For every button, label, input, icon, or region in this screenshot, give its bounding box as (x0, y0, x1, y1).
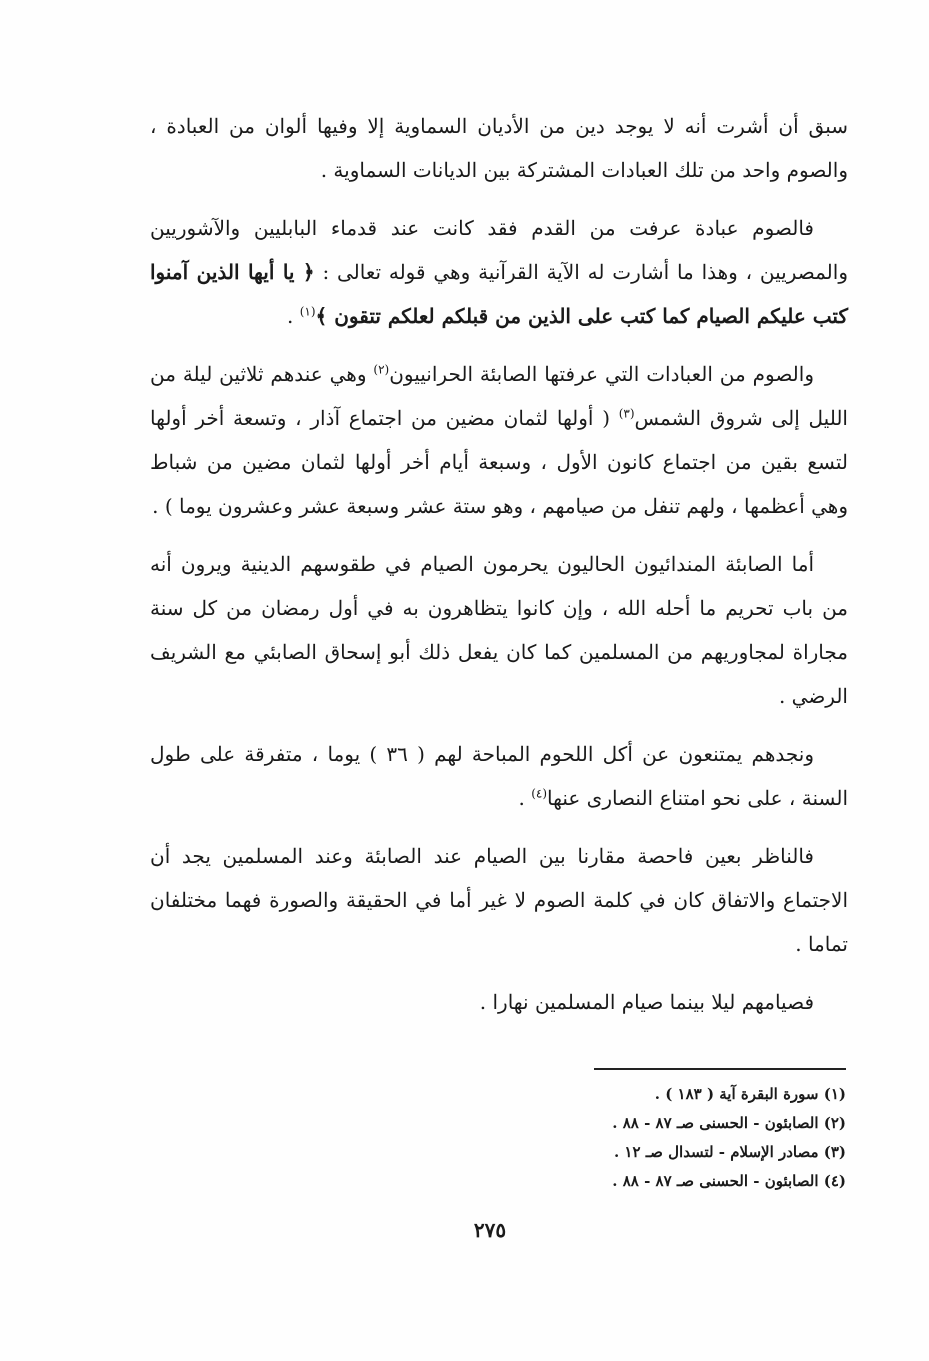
paragraph-1-text: سبق أن أشرت أنه لا يوجد دين من الأديان السماوية إلا وفيها ألوان من العبادة ، والصوم واحد من تلك العبادات المشتركة بين الديانات السماوية . (150, 114, 848, 182)
paragraph-2 (150, 206, 848, 338)
footnote-3: (٣) مصادر الإسلام - لتسدال صـ ١٢ . (613, 1143, 846, 1161)
footnote-marker-3: (٣) (618, 406, 635, 421)
footnote-1: (١) سورة البقرة آية ( ١٨٣ ) . (654, 1085, 846, 1103)
paragraph-5-end: . (518, 786, 532, 810)
paragraph-3-rest: ( أولها لثمان مضين من اجتماع آذار ، وتسعة أخر أولها لتسع بقين من اجتماع كانون الأول ، وسبعة أيام أخر أولها لثمان مضين من شباط وهي أعظمها ، ولهم تنفل من صيامهم ، وهو ستة عشر وسبعة عشر وعشرون يوما ) . (150, 406, 848, 518)
paragraph-3 (150, 352, 848, 528)
body-text (150, 104, 848, 1038)
paragraph-6 (150, 834, 848, 966)
paragraph-4-text: أما الصابئة المندائيون الحاليون يحرمون الصيام في طقوسهم الدينية ويرون أنه من باب تحريم ما أحله الله ، وإن كانوا يتظاهرون به في أول رمضان من كل سنة مجاراة لمجاوريهم من المسلمين كما كان يفعل ذلك أبو إسحاق الصابئي مع الشريف الرضي . (150, 552, 848, 708)
footnote-4: (٤) الصابئون - الحسنى صـ ٨٧ - ٨٨ . (612, 1172, 846, 1190)
page-number: ٢٧٥ (473, 1218, 507, 1242)
paragraph-3-text: والصوم من العبادات التي عرفتها الصابئة الحرانييون (389, 362, 814, 386)
footnote-marker-4: (٤) (531, 786, 548, 801)
paragraph-5 (150, 732, 848, 820)
footnotes (420, 1080, 846, 1196)
quran-verse: ﴿ يا أيها الذين آمنوا كتب عليكم الصيام كما كتب على الذين من قبلكم لعلكم تتقون ﴾ (150, 260, 848, 328)
footnote-marker-2: (٢) (373, 362, 390, 377)
paragraph-2-end: . (286, 304, 300, 328)
paragraph-7 (150, 980, 848, 1024)
paragraph-7-text: فصيامهم ليلا بينما صيام المسلمين نهارا . (479, 990, 814, 1014)
paragraph-3-cont: وهي عندهم ثلاثين ليلة من الليل إلى شروق الشمس (150, 362, 848, 430)
paragraph-6-text: فالناظر بعين فاحصة مقارنا بين الصيام عند الصابئة وعند المسلمين يجد أن الاجتماع والاتفاق كان في كلمة الصوم لا غير أما في الحقيقة والصورة فهما مختلفان تماما . (150, 844, 848, 956)
paragraph-5-text: ونجدهم يمتنعون عن أكل اللحوم المباحة لهم ( ٣٦ ) يوما ، متفرقة على طول السنة ، على نحو امتناع النصارى عنها (150, 742, 848, 810)
paragraph-4 (150, 542, 848, 718)
footnote-2: (٢) الصابئون - الحسنى صـ ٨٧ - ٨٨ . (612, 1114, 846, 1132)
footnote-separator (594, 1068, 846, 1070)
footnote-marker-1: (١) (299, 304, 316, 319)
paragraph-2-text: فالصوم عبادة عرفت من القدم فقد كانت عند قدماء البابليين والآشوريين والمصريين ، وهذا ما أشارت له الآية القرآنية وهي قوله تعالى : (150, 216, 848, 284)
paragraph-1 (150, 104, 848, 192)
